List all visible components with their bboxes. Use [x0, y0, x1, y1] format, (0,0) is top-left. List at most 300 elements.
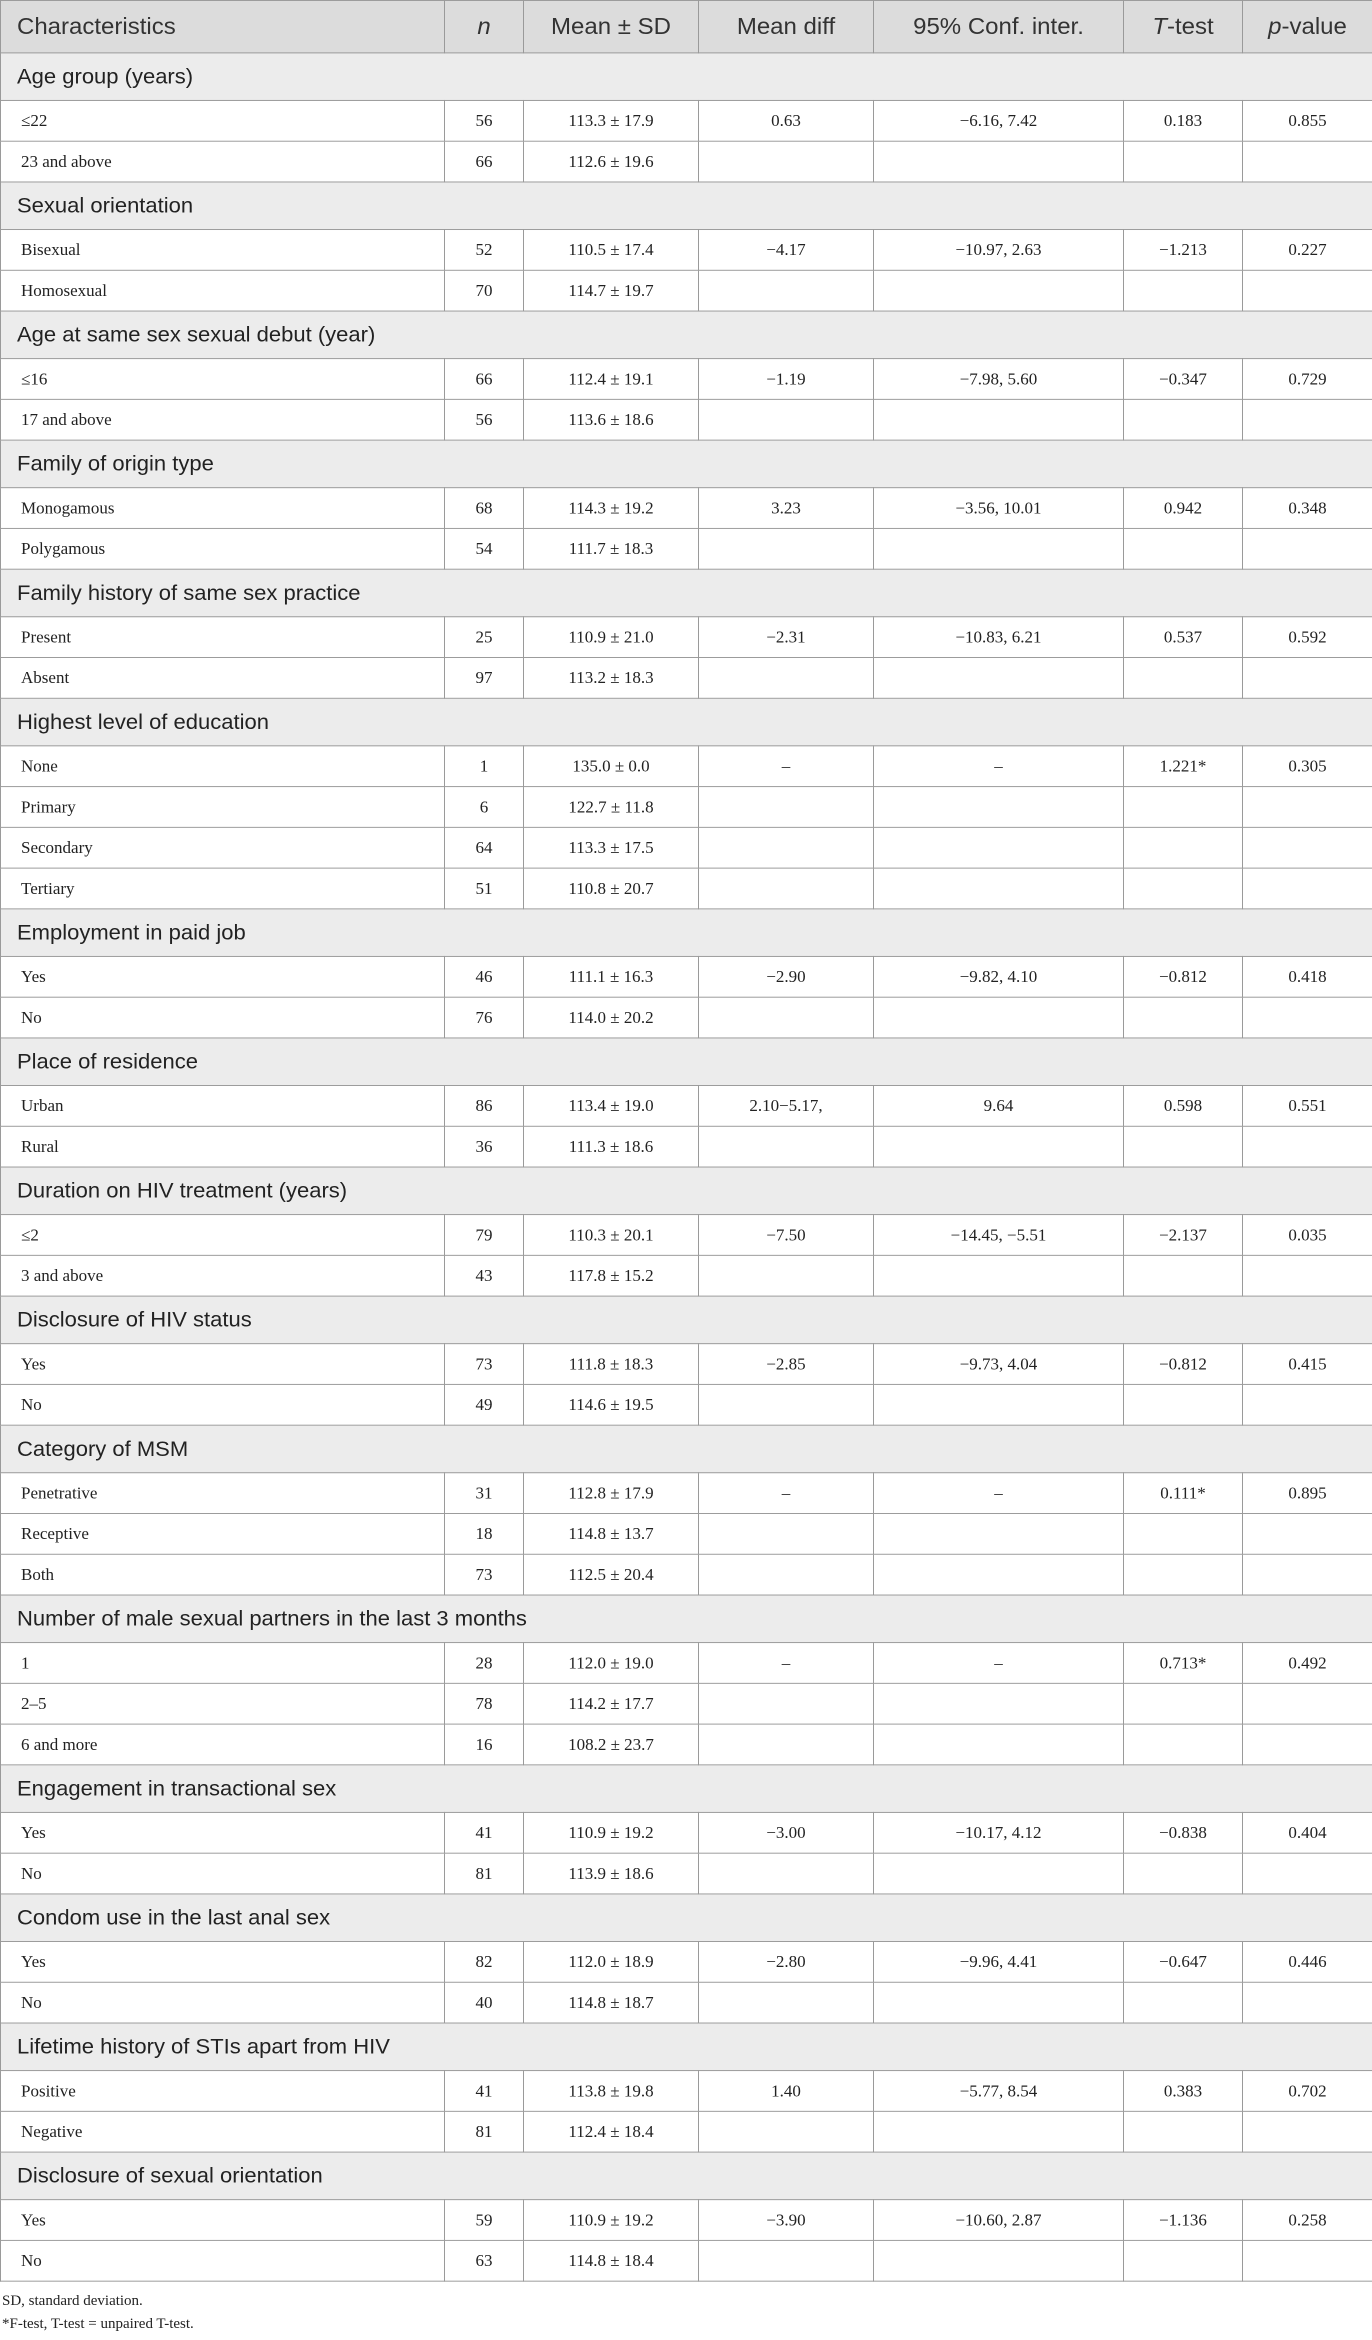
header-t-test: T-test [1124, 0, 1243, 52]
table-row [1, 399, 1372, 440]
cell-n: 66 [445, 359, 524, 400]
cell-n: 79 [445, 1215, 524, 1256]
cell-mean-diff: – [699, 1643, 874, 1684]
header-p-letter: p [1268, 13, 1282, 40]
table-body [1, 53, 1372, 2281]
group-header-row [1, 698, 1372, 746]
cell-conf-interval [874, 270, 1124, 311]
cell-mean-diff [699, 868, 874, 909]
cell-characteristic: 17 and above [1, 399, 445, 440]
cell-conf-interval [874, 787, 1124, 828]
cell-characteristic: 6 and more [1, 1724, 445, 1765]
group-header-row [1, 1038, 1372, 1086]
cell-conf-interval: −10.60, 2.87 [874, 2200, 1124, 2241]
cell-conf-interval [874, 1255, 1124, 1296]
cell-mean-diff: −2.85 [699, 1344, 874, 1385]
cell-t-test: 0.537 [1124, 617, 1243, 658]
cell-characteristic: Positive [1, 2071, 445, 2112]
header-mean-diff: Mean diff [699, 0, 874, 52]
group-title: Number of male sexual partners in the last 3 months [1, 1595, 1372, 1643]
cell-mean-sd: 110.9 ± 21.0 [524, 617, 699, 658]
cell-mean-diff [699, 2111, 874, 2152]
cell-mean-sd: 117.8 ± 15.2 [524, 1255, 699, 1296]
cell-p-value: 0.492 [1243, 1643, 1372, 1684]
cell-conf-interval [874, 1554, 1124, 1595]
cell-t-test: 0.598 [1124, 1086, 1243, 1127]
cell-mean-sd: 113.3 ± 17.9 [524, 100, 699, 141]
cell-p-value: 0.702 [1243, 2071, 1372, 2112]
cell-t-test: −1.213 [1124, 230, 1243, 271]
group-title: Family of origin type [1, 440, 1372, 488]
table-row [1, 2200, 1372, 2241]
cell-conf-interval [874, 1513, 1124, 1554]
cell-n: 73 [445, 1554, 524, 1595]
cell-mean-sd: 112.0 ± 19.0 [524, 1643, 699, 1684]
group-header-row [1, 2023, 1372, 2071]
cell-p-value [1243, 997, 1372, 1038]
cell-t-test [1124, 1683, 1243, 1724]
table-row [1, 787, 1372, 828]
cell-p-value: 0.592 [1243, 617, 1372, 658]
cell-t-test [1124, 399, 1243, 440]
cell-mean-diff [699, 270, 874, 311]
cell-characteristic: Urban [1, 1086, 445, 1127]
cell-n: 40 [445, 1982, 524, 2023]
cell-t-test: −0.347 [1124, 359, 1243, 400]
group-header-row [1, 311, 1372, 359]
table-row [1, 141, 1372, 182]
table-row [1, 868, 1372, 909]
group-header-row [1, 1425, 1372, 1473]
table-row [1, 1126, 1372, 1167]
cell-conf-interval: −3.56, 10.01 [874, 488, 1124, 529]
table-row [1, 746, 1372, 787]
cell-t-test [1124, 270, 1243, 311]
cell-mean-sd: 112.0 ± 18.9 [524, 1941, 699, 1982]
cell-mean-sd: 112.4 ± 19.1 [524, 359, 699, 400]
cell-n: 31 [445, 1473, 524, 1514]
cell-t-test [1124, 2240, 1243, 2281]
cell-n: 43 [445, 1255, 524, 1296]
header-t-letter: T [1152, 13, 1167, 40]
cell-mean-sd: 114.3 ± 19.2 [524, 488, 699, 529]
cell-mean-diff [699, 141, 874, 182]
group-header-row [1, 53, 1372, 101]
cell-characteristic: Yes [1, 1941, 445, 1982]
cell-mean-sd: 114.6 ± 19.5 [524, 1384, 699, 1425]
cell-conf-interval: −14.45, −5.51 [874, 1215, 1124, 1256]
table-row [1, 528, 1372, 569]
cell-t-test: −1.136 [1124, 2200, 1243, 2241]
cell-characteristic: Polygamous [1, 528, 445, 569]
cell-n: 18 [445, 1513, 524, 1554]
cell-characteristic: Yes [1, 956, 445, 997]
cell-mean-diff: −2.31 [699, 617, 874, 658]
cell-t-test [1124, 658, 1243, 699]
cell-p-value [1243, 1513, 1372, 1554]
cell-mean-sd: 108.2 ± 23.7 [524, 1724, 699, 1765]
cell-characteristic: Present [1, 617, 445, 658]
header-mean-sd: Mean ± SD [524, 0, 699, 52]
cell-conf-interval [874, 1982, 1124, 2023]
cell-n: 76 [445, 997, 524, 1038]
cell-mean-sd: 114.7 ± 19.7 [524, 270, 699, 311]
table-row [1, 1982, 1372, 2023]
group-title: Age group (years) [1, 53, 1372, 101]
cell-mean-diff: −4.17 [699, 230, 874, 271]
cell-conf-interval [874, 1683, 1124, 1724]
cell-conf-interval: −5.77, 8.54 [874, 2071, 1124, 2112]
table-row [1, 2111, 1372, 2152]
cell-p-value [1243, 528, 1372, 569]
table-footnotes [0, 2289, 1372, 2336]
cell-characteristic: Receptive [1, 1513, 445, 1554]
cell-mean-diff [699, 1126, 874, 1167]
cell-n: 49 [445, 1384, 524, 1425]
cell-mean-sd: 113.9 ± 18.6 [524, 1853, 699, 1894]
cell-t-test [1124, 827, 1243, 868]
cell-t-test: 0.383 [1124, 2071, 1243, 2112]
cell-conf-interval: −9.96, 4.41 [874, 1941, 1124, 1982]
cell-t-test: −0.838 [1124, 1812, 1243, 1853]
cell-t-test: 1.221* [1124, 746, 1243, 787]
cell-n: 59 [445, 2200, 524, 2241]
cell-conf-interval [874, 528, 1124, 569]
cell-characteristic: 2–5 [1, 1683, 445, 1724]
table-row [1, 100, 1372, 141]
cell-conf-interval: – [874, 1473, 1124, 1514]
cell-mean-diff [699, 658, 874, 699]
cell-p-value: 0.895 [1243, 1473, 1372, 1514]
header-conf-interval: 95% Conf. inter. [874, 0, 1124, 52]
cell-t-test: 0.111* [1124, 1473, 1243, 1514]
group-title: Highest level of education [1, 698, 1372, 746]
cell-mean-sd: 111.7 ± 18.3 [524, 528, 699, 569]
cell-characteristic: Monogamous [1, 488, 445, 529]
cell-conf-interval: −10.97, 2.63 [874, 230, 1124, 271]
cell-mean-sd: 110.8 ± 20.7 [524, 868, 699, 909]
group-header-row [1, 1296, 1372, 1344]
cell-t-test [1124, 1982, 1243, 2023]
cell-n: 97 [445, 658, 524, 699]
cell-t-test: 0.713* [1124, 1643, 1243, 1684]
cell-conf-interval: −6.16, 7.42 [874, 100, 1124, 141]
cell-mean-diff: 3.23 [699, 488, 874, 529]
cell-conf-interval [874, 658, 1124, 699]
cell-mean-sd: 113.8 ± 19.8 [524, 2071, 699, 2112]
cell-characteristic: Primary [1, 787, 445, 828]
cell-t-test: −2.137 [1124, 1215, 1243, 1256]
table-row [1, 1513, 1372, 1554]
cell-mean-diff: 1.40 [699, 2071, 874, 2112]
group-title: Lifetime history of STIs apart from HIV [1, 2023, 1372, 2071]
cell-characteristic: ≤16 [1, 359, 445, 400]
cell-mean-sd: 113.3 ± 17.5 [524, 827, 699, 868]
group-title: Engagement in transactional sex [1, 1765, 1372, 1813]
cell-conf-interval [874, 1853, 1124, 1894]
cell-n: 78 [445, 1683, 524, 1724]
cell-n: 70 [445, 270, 524, 311]
cell-mean-diff: −7.50 [699, 1215, 874, 1256]
cell-n: 41 [445, 2071, 524, 2112]
cell-mean-diff [699, 1384, 874, 1425]
cell-n: 52 [445, 230, 524, 271]
cell-p-value: 0.418 [1243, 956, 1372, 997]
cell-characteristic: None [1, 746, 445, 787]
cell-t-test [1124, 868, 1243, 909]
table-row [1, 1724, 1372, 1765]
cell-p-value [1243, 1683, 1372, 1724]
cell-n: 73 [445, 1344, 524, 1385]
cell-n: 1 [445, 746, 524, 787]
cell-mean-diff [699, 1683, 874, 1724]
cell-t-test [1124, 1554, 1243, 1595]
cell-n: 25 [445, 617, 524, 658]
cell-mean-sd: 113.2 ± 18.3 [524, 658, 699, 699]
cell-mean-diff: −2.80 [699, 1941, 874, 1982]
cell-characteristic: Both [1, 1554, 445, 1595]
cell-n: 68 [445, 488, 524, 529]
cell-characteristic: ≤22 [1, 100, 445, 141]
cell-mean-diff [699, 997, 874, 1038]
group-header-row [1, 1894, 1372, 1942]
cell-conf-interval [874, 868, 1124, 909]
cell-mean-diff: −3.90 [699, 2200, 874, 2241]
cell-mean-diff [699, 2240, 874, 2281]
cell-mean-diff: – [699, 1473, 874, 1514]
cell-characteristic: Yes [1, 1812, 445, 1853]
cell-p-value [1243, 399, 1372, 440]
cell-conf-interval [874, 141, 1124, 182]
table-row [1, 617, 1372, 658]
cell-n: 41 [445, 1812, 524, 1853]
cell-p-value: 0.729 [1243, 359, 1372, 400]
cell-t-test [1124, 1853, 1243, 1894]
cell-characteristic: No [1, 1853, 445, 1894]
cell-mean-sd: 122.7 ± 11.8 [524, 787, 699, 828]
cell-p-value [1243, 868, 1372, 909]
cell-n: 28 [445, 1643, 524, 1684]
header-p-value: p-value [1243, 0, 1372, 52]
table-row [1, 1812, 1372, 1853]
header-n [445, 0, 524, 52]
cell-characteristic: Homosexual [1, 270, 445, 311]
cell-t-test: −0.647 [1124, 1941, 1243, 1982]
cell-mean-diff: 0.63 [699, 100, 874, 141]
cell-mean-diff [699, 528, 874, 569]
cell-mean-sd: 110.3 ± 20.1 [524, 1215, 699, 1256]
cell-n: 36 [445, 1126, 524, 1167]
header-row [1, 0, 1372, 52]
cell-n: 81 [445, 1853, 524, 1894]
cell-n: 86 [445, 1086, 524, 1127]
cell-p-value [1243, 827, 1372, 868]
cell-p-value: 0.035 [1243, 1215, 1372, 1256]
cell-mean-diff: – [699, 746, 874, 787]
cell-p-value [1243, 270, 1372, 311]
cell-t-test [1124, 1126, 1243, 1167]
group-title: Place of residence [1, 1038, 1372, 1086]
cell-t-test [1124, 2111, 1243, 2152]
table-row [1, 1384, 1372, 1425]
table-row [1, 1215, 1372, 1256]
cell-characteristic: Negative [1, 2111, 445, 2152]
cell-mean-diff [699, 1255, 874, 1296]
cell-p-value [1243, 1554, 1372, 1595]
cell-mean-diff [699, 1513, 874, 1554]
cell-p-value: 0.305 [1243, 746, 1372, 787]
cell-p-value [1243, 787, 1372, 828]
cell-mean-diff [699, 399, 874, 440]
cell-mean-diff [699, 1853, 874, 1894]
table-row [1, 1853, 1372, 1894]
cell-mean-sd: 110.9 ± 19.2 [524, 2200, 699, 2241]
table-row [1, 1086, 1372, 1127]
cell-t-test [1124, 1513, 1243, 1554]
cell-t-test [1124, 997, 1243, 1038]
cell-mean-sd: 135.0 ± 0.0 [524, 746, 699, 787]
cell-conf-interval [874, 399, 1124, 440]
cell-characteristic: 3 and above [1, 1255, 445, 1296]
cell-characteristic: 1 [1, 1643, 445, 1684]
cell-conf-interval [874, 2240, 1124, 2281]
cell-p-value [1243, 1982, 1372, 2023]
cell-conf-interval: −9.73, 4.04 [874, 1344, 1124, 1385]
group-header-row [1, 569, 1372, 617]
cell-n: 56 [445, 399, 524, 440]
cell-mean-sd: 111.1 ± 16.3 [524, 956, 699, 997]
group-header-row [1, 182, 1372, 230]
footnote-sd: SD, standard deviation. [2, 2293, 143, 2309]
group-header-row [1, 1765, 1372, 1813]
table-row [1, 488, 1372, 529]
table-row [1, 827, 1372, 868]
cell-p-value: 0.404 [1243, 1812, 1372, 1853]
cell-conf-interval [874, 1126, 1124, 1167]
cell-conf-interval [874, 1724, 1124, 1765]
cell-mean-sd: 114.2 ± 17.7 [524, 1683, 699, 1724]
cell-mean-diff [699, 827, 874, 868]
cell-mean-sd: 110.9 ± 19.2 [524, 1812, 699, 1853]
cell-characteristic: Rural [1, 1126, 445, 1167]
cell-mean-diff [699, 1724, 874, 1765]
cell-n: 66 [445, 141, 524, 182]
table-row [1, 2240, 1372, 2281]
cell-p-value [1243, 141, 1372, 182]
cell-mean-diff: −3.00 [699, 1812, 874, 1853]
cell-characteristic: No [1, 1982, 445, 2023]
cell-p-value: 0.348 [1243, 488, 1372, 529]
cell-conf-interval: – [874, 746, 1124, 787]
group-title: Sexual orientation [1, 182, 1372, 230]
table-row [1, 1683, 1372, 1724]
cell-mean-sd: 112.4 ± 18.4 [524, 2111, 699, 2152]
group-title: Category of MSM [1, 1425, 1372, 1473]
cell-characteristic: Penetrative [1, 1473, 445, 1514]
cell-mean-diff [699, 787, 874, 828]
cell-p-value: 0.551 [1243, 1086, 1372, 1127]
group-title: Condom use in the last anal sex [1, 1894, 1372, 1942]
cell-mean-diff [699, 1554, 874, 1595]
group-header-row [1, 2152, 1372, 2200]
cell-p-value [1243, 1853, 1372, 1894]
cell-characteristic: ≤2 [1, 1215, 445, 1256]
cell-characteristic: Bisexual [1, 230, 445, 271]
cell-mean-diff: −2.90 [699, 956, 874, 997]
table-row [1, 1344, 1372, 1385]
table-row [1, 1473, 1372, 1514]
cell-mean-sd: 114.0 ± 20.2 [524, 997, 699, 1038]
cell-t-test: −0.812 [1124, 1344, 1243, 1385]
cell-n: 16 [445, 1724, 524, 1765]
group-title: Family history of same sex practice [1, 569, 1372, 617]
cell-n: 81 [445, 2111, 524, 2152]
cell-conf-interval: −10.83, 6.21 [874, 617, 1124, 658]
cell-t-test: 0.183 [1124, 100, 1243, 141]
cell-p-value [1243, 658, 1372, 699]
table-row [1, 359, 1372, 400]
cell-p-value: 0.446 [1243, 1941, 1372, 1982]
cell-t-test: 0.942 [1124, 488, 1243, 529]
table-row [1, 2071, 1372, 2112]
cell-t-test: −0.812 [1124, 956, 1243, 997]
cell-characteristic: No [1, 2240, 445, 2281]
cell-t-test [1124, 1724, 1243, 1765]
cell-p-value [1243, 1384, 1372, 1425]
header-n-label: n [477, 13, 491, 40]
table-row [1, 997, 1372, 1038]
cell-characteristic: Tertiary [1, 868, 445, 909]
cell-n: 54 [445, 528, 524, 569]
header-characteristics: Characteristics [1, 0, 445, 52]
cell-characteristic: Secondary [1, 827, 445, 868]
group-title: Disclosure of sexual orientation [1, 2152, 1372, 2200]
cell-p-value [1243, 1126, 1372, 1167]
cell-mean-sd: 111.3 ± 18.6 [524, 1126, 699, 1167]
cell-p-value: 0.227 [1243, 230, 1372, 271]
cell-p-value: 0.415 [1243, 1344, 1372, 1385]
cell-p-value [1243, 2111, 1372, 2152]
cell-conf-interval [874, 827, 1124, 868]
cell-characteristic: No [1, 997, 445, 1038]
cell-t-test [1124, 141, 1243, 182]
cell-n: 64 [445, 827, 524, 868]
footnote-test: *F-test, T-test = unpaired T-test. [2, 2316, 194, 2333]
cell-mean-sd: 114.8 ± 13.7 [524, 1513, 699, 1554]
cell-mean-sd: 113.4 ± 19.0 [524, 1086, 699, 1127]
group-title: Employment in paid job [1, 909, 1372, 957]
cell-conf-interval: – [874, 1643, 1124, 1684]
group-title: Age at same sex sexual debut (year) [1, 311, 1372, 359]
cell-conf-interval: −7.98, 5.60 [874, 359, 1124, 400]
cell-t-test [1124, 1255, 1243, 1296]
table-row [1, 230, 1372, 271]
cell-p-value [1243, 1255, 1372, 1296]
cell-conf-interval [874, 997, 1124, 1038]
cell-p-value: 0.258 [1243, 2200, 1372, 2241]
cell-p-value: 0.855 [1243, 100, 1372, 141]
cell-p-value [1243, 2240, 1372, 2281]
table-row [1, 1941, 1372, 1982]
cell-mean-sd: 110.5 ± 17.4 [524, 230, 699, 271]
cell-t-test [1124, 787, 1243, 828]
cell-mean-sd: 113.6 ± 18.6 [524, 399, 699, 440]
table-row [1, 1255, 1372, 1296]
cell-conf-interval: 9.64 [874, 1086, 1124, 1127]
group-title: Duration on HIV treatment (years) [1, 1167, 1372, 1215]
cell-conf-interval: −10.17, 4.12 [874, 1812, 1124, 1853]
table-row [1, 270, 1372, 311]
